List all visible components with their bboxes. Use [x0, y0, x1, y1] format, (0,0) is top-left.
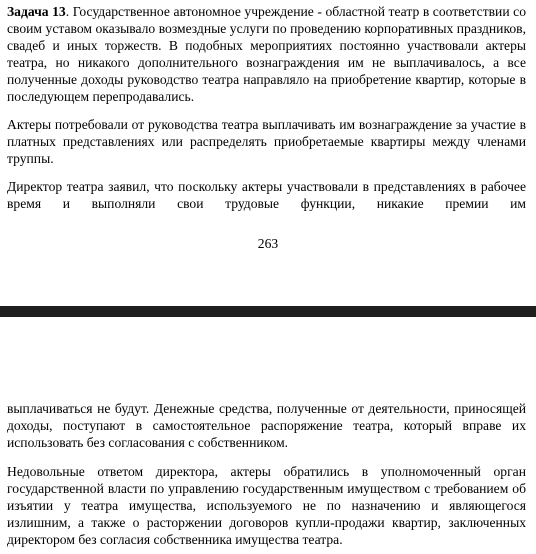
task-label: Задача 13 — [7, 4, 66, 19]
task-text: . Государственное автономное учреждение - областной театр в соответствии со своим уставом оказывало возмездные услуги по проведению корпоративных праздников, свадеб и иных торжеств. В подобных мероприятиях постоянно участвовали актеры театра, но никакого дополнительного вознаграждения им не выплачивалось, а все полученные доходы руководство театра направляло на приобретение квартир, которые в последующем перепродавались. — [7, 4, 526, 104]
page-number: 263 — [257, 236, 279, 251]
director-reply-continuation-paragraph: выплачиваться не будут. Денежные средства, полученные от деятельности, приносящей доходы, поступают в самостоятельное распоряжение театра, который вправе их использовать без согласования с собственником. — [7, 401, 526, 450]
page-break-divider — [0, 306, 536, 317]
task-paragraph — [7, 3, 526, 105]
actors-complaint-paragraph: Недовольные ответом директора, актеры обратились в уполномоченный орган государственной власти по управлению государственным имуществом с требованием об изъятии у театра имущества, используемого не по назначению и являющегося излишним, а также о расторжении договоров купли-продажи квартир, заключенных директором без согласия собственника имущества театра. — [7, 464, 526, 547]
director-reply-paragraph: Директор театра заявил, что поскольку актеры участвовали в представлениях в рабочее время и выполняли свои трудовые функции, никакие премии им — [7, 179, 526, 211]
actors-demand-paragraph: Актеры потребовали от руководства театра выплачивать им вознаграждение за участие в платных представлениях или распределять приобретаемые квартиры между членами труппы. — [7, 117, 526, 166]
